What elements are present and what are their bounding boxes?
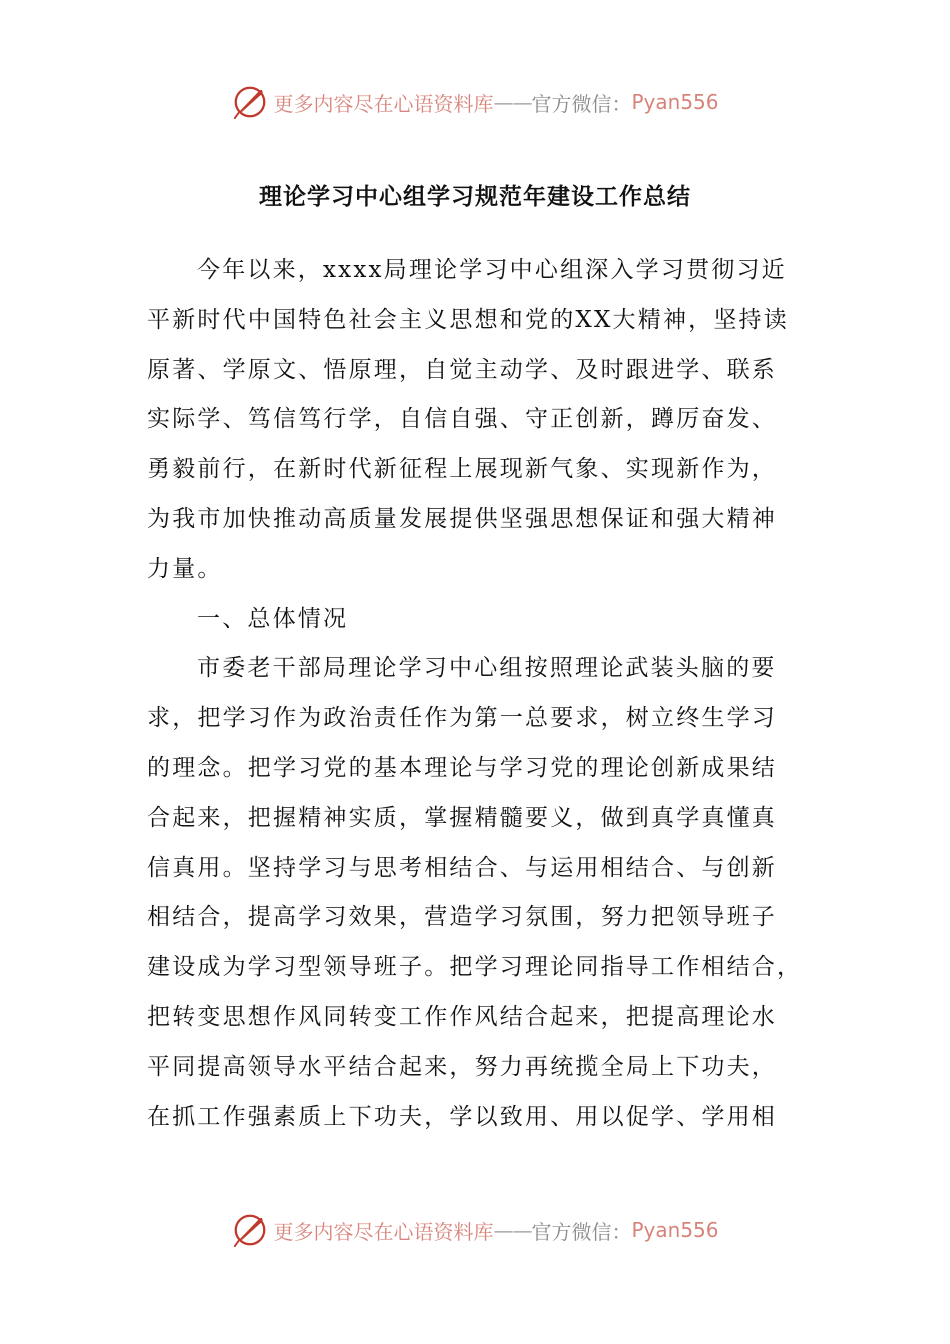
wechat-id: Pyan556 bbox=[631, 90, 719, 114]
wechat-label: 官方微信： bbox=[531, 1219, 632, 1244]
paragraph-line: 平同提高领导水平结合起来，努力再统揽全局上下功夫， bbox=[147, 1053, 777, 1080]
paragraph-line: 信真用。坚持学习与思考相结合、与运用相结合、与创新 bbox=[147, 854, 777, 881]
document-body bbox=[147, 246, 807, 1142]
paragraph-line: 为我市加快推动高质量发展提供坚强思想保证和强大精神 bbox=[147, 505, 777, 532]
paragraph-line: 勇毅前行，在新时代新征程上展现新气象、实现新作为， bbox=[147, 456, 777, 483]
paragraph-line: 市委老干部局理论学习中心组按照理论武装头脑的要 bbox=[197, 655, 777, 682]
footer-watermark-banner bbox=[0, 1208, 950, 1252]
paragraph-line: 合起来，把握精神实质，掌握精髓要义，做到真学真懂真 bbox=[147, 804, 777, 831]
paragraph-line: 平新时代中国特色社会主义思想和党的XX大精神，坚持读 bbox=[147, 306, 789, 333]
paragraph-line: 在抓工作强素质上下功夫，学以致用、用以促学、学用相 bbox=[147, 1103, 777, 1130]
banner-dash: —— bbox=[493, 90, 532, 114]
paragraph-line: 的理念。把学习党的基本理论与学习党的理论创新成果结 bbox=[147, 754, 777, 781]
quill-pen-logo-icon bbox=[231, 1211, 269, 1249]
promo-text: 更多内容尽在心语资料库 bbox=[273, 1219, 494, 1244]
paragraph-line: 相结合，提高学习效果，营造学习氛围，努力把领导班子 bbox=[147, 904, 777, 931]
paragraph-line: 实际学、笃信笃行学，自信自强、守正创新，蹲厉奋发、 bbox=[147, 406, 777, 433]
document-title: 理论学习中心组学习规范年建设工作总结 bbox=[259, 184, 691, 210]
wechat-id: Pyan556 bbox=[631, 1218, 719, 1242]
paragraph-line: 求，把学习作为政治责任作为第一总要求，树立终生学习 bbox=[147, 705, 777, 732]
paragraph-line: 力量。 bbox=[147, 555, 223, 582]
promo-text: 更多内容尽在心语资料库 bbox=[273, 91, 494, 116]
header-watermark-banner bbox=[0, 80, 950, 124]
paragraph-line: 把转变思想作风同转变工作作风结合起来，把提高理论水 bbox=[147, 1003, 777, 1030]
quill-pen-logo-icon bbox=[231, 83, 269, 121]
paragraph-line: 今年以来，xxxx局理论学习中心组深入学习贯彻习近 bbox=[197, 257, 787, 283]
banner-dash: —— bbox=[493, 1218, 532, 1242]
section-heading: 一、总体情况 bbox=[197, 605, 349, 632]
paragraph-line: 原著、学原文、悟原理，自觉主动学、及时跟进学、联系 bbox=[147, 356, 777, 383]
wechat-label: 官方微信： bbox=[531, 91, 632, 116]
paragraph-line: 建设成为学习型领导班子。把学习理论同指导工作相结合， bbox=[147, 954, 803, 981]
